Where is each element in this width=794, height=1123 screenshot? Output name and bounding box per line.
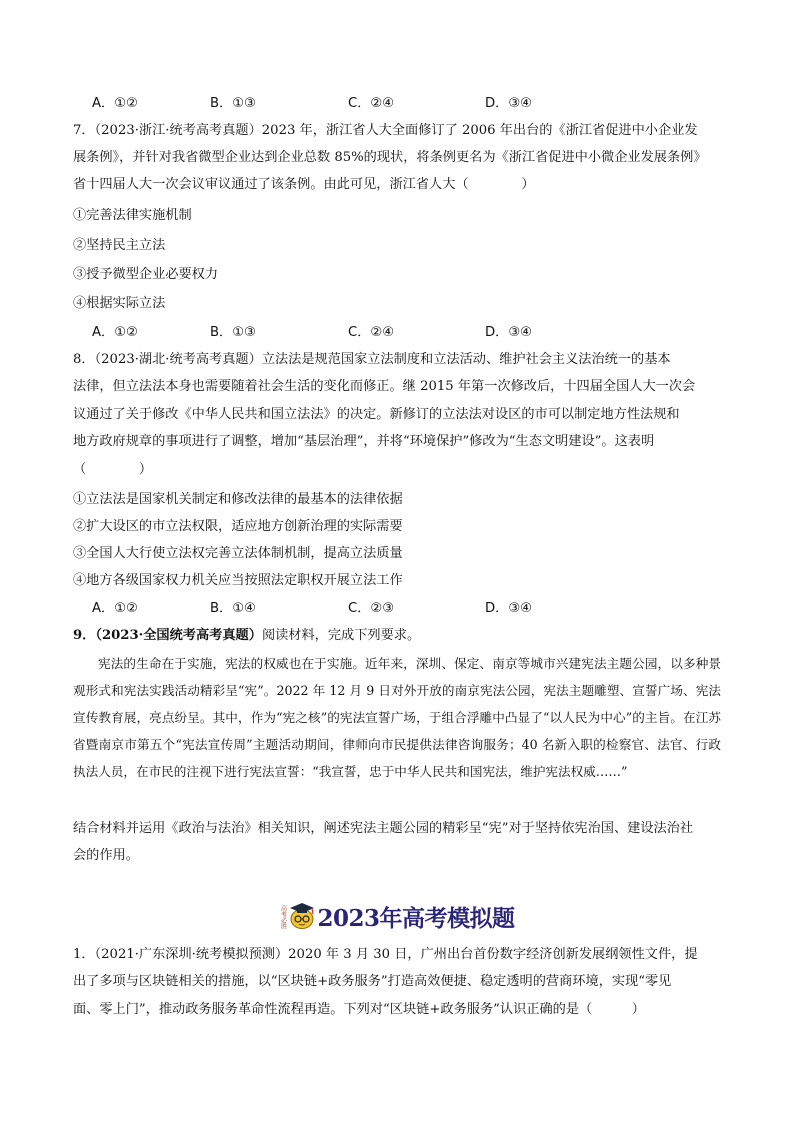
question-text-line: 出了多项与区块链相关的措施，以“区块链+政务服务”打造高效便捷、稳定透明的营商环境，实现“零见 xyxy=(73,974,672,989)
question-text-line: 7．（2023·浙江·统考高考真题）2023 年，浙江省人大全面修订了 2006 年出台的《浙江省促进中小企业发 xyxy=(73,123,698,138)
option-c: C．②④ xyxy=(348,96,395,111)
statement-2: ②扩大设区的市立法权限，适应地方创新治理的实际需要 xyxy=(73,519,403,534)
statement-3: ③全国人大行使立法权完善立法体制机制，提高立法质量 xyxy=(73,546,403,561)
statement-3: ③授予微型企业必要权力 xyxy=(73,267,219,282)
option-c: C．②④ xyxy=(348,325,395,340)
option-b: B．①④ xyxy=(210,601,256,616)
question-text-line: 议通过了关于修改《中华人民共和国立法法》的决定。新修订的立法法对设区的市可以制定地方性法规和 xyxy=(73,407,680,422)
statement-4: ④根据实际立法 xyxy=(73,296,166,311)
option-a: A．①② xyxy=(92,96,138,111)
option-a: A．①② xyxy=(92,601,138,616)
statement-1: ①完善法律实施机制 xyxy=(73,208,192,223)
question-text-line: 法律，但立法法本身也需要随着社会生活的变化而修正。继 2015 年第一次修改后，十四届全国人大一次会 xyxy=(73,379,696,394)
q7-options xyxy=(92,324,572,342)
question-header xyxy=(73,627,420,645)
q6-options xyxy=(92,95,572,113)
question-text-line: 地方政府规章的事项进行了调整，增加“基层治理”，并将“环境保护”修改为“生态文明建设”。这表明 xyxy=(73,434,655,449)
statement-1: ①立法法是国家机关制定和修改法律的最基本的法律依据 xyxy=(73,492,403,507)
option-c: C．②③ xyxy=(348,601,395,616)
question-text-line: 面、零上门”，推动政务服务革命性流程再造。下列对“区块链+政务服务”认识正确的是（ ） xyxy=(73,1002,645,1017)
option-b: B．①③ xyxy=(210,96,256,111)
question-text-line: 展条例》，并针对我省微型企业达到企业总数 85%的现状，将条例更名为《浙江省促进中小微企业发展条例》 xyxy=(73,150,707,165)
question-text-line: 8．（2023·湖北·统考高考真题）立法法是规范国家立法制度和立法活动、维护社会主义法治统一的基本 xyxy=(73,352,671,367)
graduate-mascot-icon xyxy=(289,901,315,933)
reading-material: 宪法的生命在于实施，宪法的权威也在于实施。近年来，深圳、保定、南京等城市兴建宪法主题公园，以多种景观形式和宪法实践活动精彩呈“宪”。2022 年 12 月 9 日对外开放的南京宪法公园，宪法主题雕塑、宣誓广场、宪法宣传教育展，亮点纷呈。其中，作为“宪之核”的宪法宣誓广场，于组合浮雕中凸显了“以人民为中心”的主旨。在江苏省暨南京市第五个“宪法宣传周”主题活动期间，律师向市民提供法律咨询服务；40 名新入职的检察官、法官、行政执法人员，在市民的注视下进行宪法宣誓：“我宣誓，忠于中华人民共和国宪法，维护宪法权威……” xyxy=(73,656,721,779)
badge-text: 高考必胜 xyxy=(279,904,287,929)
question-instruction: 阅读材料，完成下列要求。 xyxy=(261,628,421,643)
task-line: 会的作用。 xyxy=(73,848,139,863)
section-heading xyxy=(0,900,794,936)
option-d: D．③④ xyxy=(485,96,532,111)
task-line: 结合材料并运用《政治与法治》相关知识，阐述宪法主题公园的精彩呈“宪”对于坚持依宪治国、建设法治社 xyxy=(73,821,694,836)
question-text-line: 1．（2021·广东深圳·统考模拟预测）2020 年 3 月 30 日，广州出台首份数字经济创新发展纲领性文件，提 xyxy=(73,947,698,962)
statement-4: ④地方各级国家权力机关应当按照法定职权开展立法工作 xyxy=(73,573,403,588)
section-title: 2023年高考模拟题 xyxy=(317,905,515,932)
option-d: D．③④ xyxy=(485,601,532,616)
question-text-line: 省十四届人大一次会议审议通过了该条例。由此可见，浙江省人大（ ） xyxy=(73,177,535,192)
question-source: 9．（2023·全国统考高考真题） xyxy=(73,628,262,643)
option-b: B．①③ xyxy=(210,325,256,340)
statement-2: ②坚持民主立法 xyxy=(73,238,166,253)
option-a: A．①② xyxy=(92,325,138,340)
q8-options xyxy=(92,600,572,618)
option-d: D．③④ xyxy=(485,325,532,340)
answer-blank: （ ） xyxy=(73,462,153,477)
